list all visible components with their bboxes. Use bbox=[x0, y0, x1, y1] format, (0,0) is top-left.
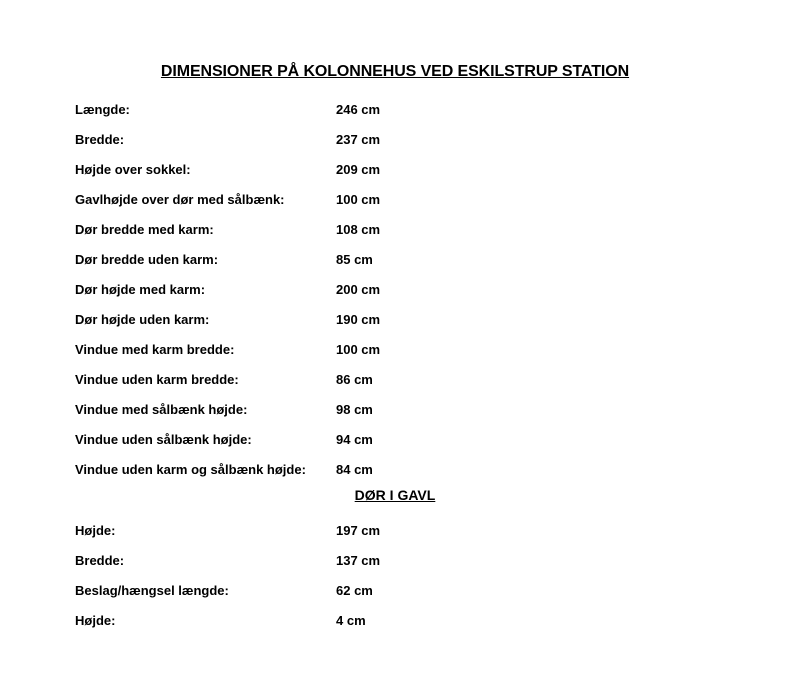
dimension-row bbox=[75, 394, 775, 424]
dimension-value: 100 cm bbox=[336, 191, 381, 207]
dimension-value: 237 cm bbox=[336, 131, 381, 147]
dimension-row bbox=[75, 124, 775, 154]
dimension-label: Vindue uden karm og sålbænk højde: bbox=[75, 461, 306, 477]
dimension-row bbox=[75, 545, 775, 575]
dimension-label: Længde: bbox=[75, 101, 130, 117]
dimension-label: Vindue med sålbænk højde: bbox=[75, 401, 248, 417]
dimension-row bbox=[75, 304, 775, 334]
dimension-row bbox=[75, 454, 775, 484]
dimension-value: 246 cm bbox=[336, 101, 381, 117]
dimension-row bbox=[75, 154, 775, 184]
gable-door-list bbox=[75, 515, 775, 635]
dimension-row bbox=[75, 575, 775, 605]
dimension-label: Dør bredde uden karm: bbox=[75, 251, 219, 267]
dimension-label: Beslag/hængsel længde: bbox=[75, 582, 229, 598]
dimension-value: 197 cm bbox=[336, 522, 381, 538]
dimension-row bbox=[75, 515, 775, 545]
dimension-value: 100 cm bbox=[336, 341, 381, 357]
dimension-row bbox=[75, 244, 775, 274]
dimension-value: 94 cm bbox=[336, 431, 373, 447]
dimension-label: Dør højde uden karm: bbox=[75, 311, 210, 327]
dimension-value: 84 cm bbox=[336, 461, 373, 477]
dimension-label: Vindue uden karm bredde: bbox=[75, 371, 239, 387]
dimension-value: 85 cm bbox=[336, 251, 373, 267]
dimension-value: 137 cm bbox=[336, 552, 381, 568]
dimension-value: 62 cm bbox=[336, 582, 373, 598]
dimension-row bbox=[75, 605, 775, 635]
dimension-row bbox=[75, 274, 775, 304]
dimension-label: Gavlhøjde over dør med sålbænk: bbox=[75, 191, 285, 207]
dimension-label: Bredde: bbox=[75, 131, 125, 147]
dimension-label: Vindue med karm bredde: bbox=[75, 341, 235, 357]
dimension-value: 190 cm bbox=[336, 311, 381, 327]
dimension-label: Højde over sokkel: bbox=[75, 161, 191, 177]
dimension-label: Højde: bbox=[75, 522, 116, 538]
section-title: DØR I GAVL bbox=[354, 487, 436, 503]
dimension-row bbox=[75, 364, 775, 394]
dimension-row bbox=[75, 94, 775, 124]
dimension-row bbox=[75, 334, 775, 364]
dimension-value: 98 cm bbox=[336, 401, 373, 417]
dimension-label: Højde: bbox=[75, 612, 116, 628]
dimension-row bbox=[75, 184, 775, 214]
dimension-value: 4 cm bbox=[336, 612, 366, 628]
dimension-value: 108 cm bbox=[336, 221, 381, 237]
dimension-value: 86 cm bbox=[336, 371, 373, 387]
dimension-label: Bredde: bbox=[75, 552, 125, 568]
dimension-value: 209 cm bbox=[336, 161, 381, 177]
dimension-row bbox=[75, 424, 775, 454]
dimension-label: Vindue uden sålbænk højde: bbox=[75, 431, 252, 447]
dimension-value: 200 cm bbox=[336, 281, 381, 297]
dimensions-list bbox=[75, 94, 775, 484]
dimension-label: Dør bredde med karm: bbox=[75, 221, 214, 237]
document-title: DIMENSIONER PÅ KOLONNEHUS VED ESKILSTRUP STATION bbox=[160, 63, 630, 80]
dimension-row bbox=[75, 214, 775, 244]
dimension-label: Dør højde med karm: bbox=[75, 281, 206, 297]
